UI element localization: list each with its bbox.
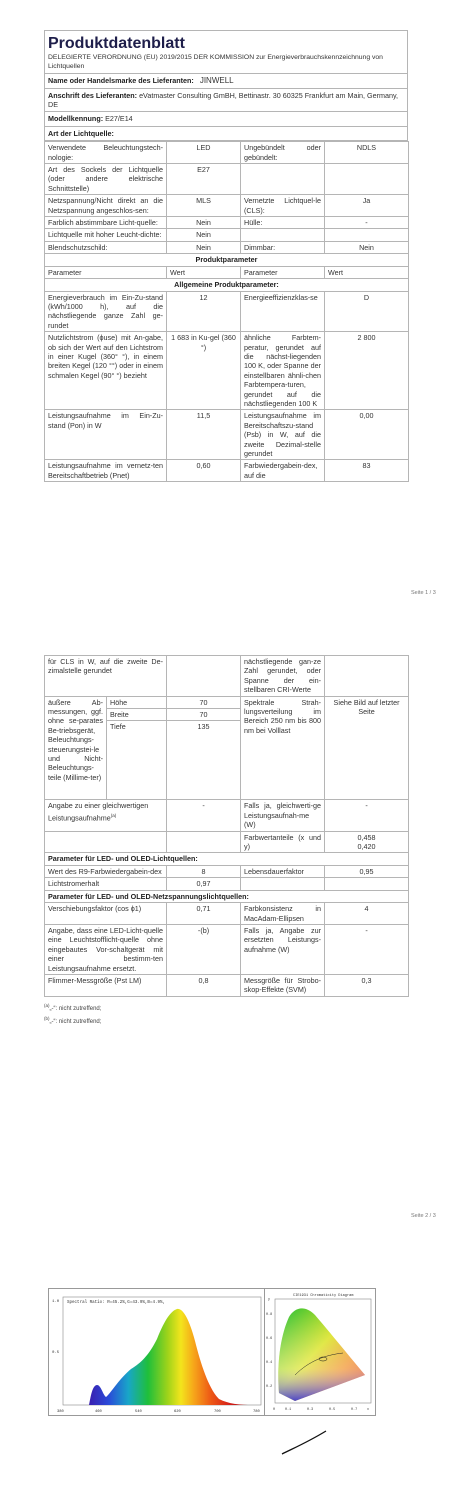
row-label: Farblich abstimmbare Licht-quelle: — [45, 217, 167, 229]
page-number: Seite 1 / 3 — [411, 590, 436, 596]
table-row — [45, 279, 409, 291]
table-row — [45, 903, 409, 925]
footnote-mark: (a) — [44, 1002, 50, 1008]
row-label: Dimmbar: — [241, 241, 325, 253]
param-value: 0,3 — [325, 974, 409, 996]
table-row — [45, 164, 409, 195]
param-label: Farbkonsistenz in MacAdam-Ellipsen — [241, 903, 325, 925]
col-header: Wert — [325, 266, 409, 278]
footnote-text: „-“: nicht zutreffend; — [49, 1018, 102, 1025]
param-label: ähnliche Farbtem-peratur, gerundet auf die nächst-liegenden 100 K, oder Spanne der einstellbaren ähnli-chen Farbtempera-turen, gerundet auf die nächstliegenden 100 K — [241, 332, 325, 410]
param-label: Lichtstromerhalt — [45, 878, 167, 890]
param-value: 8 — [167, 865, 241, 877]
param-value: 0,95 — [325, 865, 409, 877]
address-row — [44, 89, 408, 113]
table-row — [45, 656, 409, 697]
param-label — [45, 831, 167, 853]
row-label: Lichtquelle mit hoher Leucht-dichte: — [45, 229, 167, 241]
param-value: 1 683 in Ku-gel (360 °) — [167, 332, 241, 410]
col-header: Parameter — [241, 266, 325, 278]
param-value: 0,97 — [167, 878, 241, 890]
table-row — [45, 217, 409, 229]
brand-label: Name oder Handelsmarke des Lieferanten: — [48, 76, 194, 86]
model-label: Modellkennung: — [48, 114, 104, 124]
spectral-value: Siehe Bild auf letzter Seite — [325, 696, 409, 800]
param-label: Energieverbrauch im Ein-Zu-stand (kWh/1000 h), auf die nächstliegende ganze Zahl ge-rundet — [45, 291, 167, 332]
dim-value: 135 — [167, 721, 241, 800]
dim-value: 70 — [167, 709, 241, 721]
row-value: Nein — [167, 241, 241, 253]
led-params-header: Parameter für LED- und OLED-Lichtquellen: — [45, 853, 409, 865]
footnote-a — [44, 1001, 408, 1014]
dim-name: Höhe — [107, 696, 167, 708]
dim-name: Tiefe — [107, 721, 167, 800]
row-label: Netzspannung/Nicht direkt an die Netzspannung angeschlos-sen: — [45, 195, 167, 217]
y-tick: 1.0 — [52, 1300, 60, 1304]
chroma-value — [325, 831, 409, 853]
col-header: Wert — [167, 266, 241, 278]
param-value — [325, 656, 409, 697]
table-row — [45, 865, 409, 877]
param-label: Wert des R9-Farbwiedergabein-dex — [45, 865, 167, 877]
col-header: Parameter — [45, 266, 167, 278]
model-value: E27/E14 — [105, 114, 133, 124]
footnote-text: „-“: nicht zutreffend; — [49, 1005, 102, 1012]
product-params-header: Produktparameter — [45, 254, 409, 266]
param-label: Angabe, dass eine LED-Licht-quelle eine Leuchtstofflicht-quelle ohne eingebautes Vor-schaltgerät mit einer bestimm-ten Leistungsaufnahme ersetzt. — [45, 924, 167, 974]
model-row — [44, 112, 408, 126]
address-label: Anschrift des Lieferanten: — [48, 90, 138, 100]
row-label: Ungebündelt oder gebündelt: — [241, 142, 325, 164]
footnote-mark: (b) — [44, 1015, 50, 1021]
row-value: MLS — [167, 195, 241, 217]
x-tick: 0 — [273, 1408, 276, 1412]
table-row — [45, 266, 409, 278]
chroma-x: 0,458 — [357, 832, 376, 842]
chroma-label: Farbwertanteile (x und y) — [241, 831, 325, 853]
row-value: - — [325, 217, 409, 229]
table-row — [45, 696, 409, 708]
x-tick: 0.1 — [285, 1408, 292, 1412]
cie-svg — [265, 1289, 375, 1415]
param-label: Falls ja, gleichwerti-ge Leistungsaufnah-me (W) — [241, 800, 325, 831]
general-params-header: Allgemeine Produktparameter: — [45, 279, 409, 291]
param-label: Leistungsaufnahme im Bereitschaftszu-stand (Psb) in W, auf die zweite Dezimal-stelle gerundet — [241, 410, 325, 460]
row-value — [325, 164, 409, 195]
x-tick: 380 — [57, 1410, 64, 1414]
x-tick: 700 — [214, 1410, 221, 1414]
page-title: Produktdatenblatt — [48, 35, 185, 52]
table-row — [45, 974, 409, 996]
dimensions-label: äußere Ab-messungen, ggf. ohne se-parates Be-triebsgerät, Beleuchtungs-steuerungstei-le und Nicht-Beleuchtungs-teile (Millime-ter) — [45, 696, 107, 800]
page-number: Seite 2 / 3 — [411, 1213, 436, 1219]
table-row — [45, 229, 409, 241]
equiv-label: Angabe zu einer gleichwertigen Leistungsaufnahme — [48, 801, 149, 823]
row-value: Nein — [167, 229, 241, 241]
y-tick: 0.6 — [266, 1337, 273, 1341]
param-label — [241, 878, 325, 890]
row-value: Ja — [325, 195, 409, 217]
x-tick: 460 — [95, 1410, 102, 1414]
params-table-continued — [44, 655, 409, 997]
param-label: Leistungsaufnahme im vernetz-ten Bereitschaftbetrieb (Pnet) — [45, 460, 167, 482]
param-label: Farbwiedergabein-dex, auf die — [241, 460, 325, 482]
row-label: Hülle: — [241, 217, 325, 229]
param-label: Flimmer-Messgröße (Pst LM) — [45, 974, 167, 996]
page-1 — [44, 30, 408, 482]
x-tick: 540 — [135, 1410, 142, 1414]
x-tick: 0.7 — [351, 1408, 358, 1412]
type-header: Art der Lichtquelle: — [44, 127, 408, 141]
table-row — [45, 410, 409, 460]
table-row — [45, 332, 409, 410]
row-value: LED — [167, 142, 241, 164]
title-block — [44, 30, 408, 74]
table-row — [45, 800, 409, 831]
param-label: nächstliegende gan-ze Zahl gerundet, oder Spanne der ein-stellbaren CRI-Werte — [241, 656, 325, 697]
type-table — [44, 141, 409, 482]
row-value: Nein — [167, 217, 241, 229]
param-value: 2 800 — [325, 332, 409, 410]
address-value: eVatmaster Consulting GmBH, Bettinastr. 30 60325 Frankfurt am Main, Germany, DE — [48, 90, 399, 109]
x-tick: 780 — [253, 1410, 260, 1414]
row-label — [241, 164, 325, 195]
row-label: Vernetzte Lichtquel-le (CLS): — [241, 195, 325, 217]
y-tick: 0.8 — [266, 1313, 273, 1317]
spectrum-image — [48, 1288, 266, 1416]
param-value: -(b) — [167, 924, 241, 974]
row-label: Blendschutzschild: — [45, 241, 167, 253]
param-value: 0,00 — [325, 410, 409, 460]
mains-params-header: Parameter für LED- und OLED-Netzspannungslichtquellen: — [45, 890, 409, 902]
y-tick: 0.5 — [52, 1351, 60, 1355]
spectrum-svg — [49, 1289, 265, 1415]
table-row — [45, 853, 409, 865]
y-tick: y — [268, 1298, 271, 1302]
row-value: NDLS — [325, 142, 409, 164]
footnote-b — [44, 1014, 408, 1027]
footnotes — [44, 1001, 408, 1027]
param-label: Lebensdauerfaktor — [241, 865, 325, 877]
table-row — [45, 831, 409, 853]
table-row — [45, 924, 409, 974]
spectrum-title: Spectral Ratio: R=45.2%,G=43.9%,B=4.9%, — [67, 1301, 166, 1305]
param-label — [45, 800, 167, 831]
spectral-label: Spektrale Strah-lungsverteilung im Bereich 250 nm bis 800 nm bei Volllast — [241, 696, 325, 800]
row-value — [325, 229, 409, 241]
table-row — [45, 142, 409, 164]
dim-value: 70 — [167, 696, 241, 708]
param-label: Falls ja, Angabe zur ersetzten Leistungs-aufnahme (W) — [241, 924, 325, 974]
param-value: 11,5 — [167, 410, 241, 460]
param-value: 83 — [325, 460, 409, 482]
brand-row — [44, 74, 408, 88]
param-label: Nutzlichtstrom (ϕuse) mit An-gabe, ob sich der Wert auf den Lichtstrom in einer Kugel (360° °), in einem breiten Kegel (120 °°) oder in einem schmalen Kegel (90° °) bezieht — [45, 332, 167, 410]
table-row — [45, 195, 409, 217]
row-label — [241, 229, 325, 241]
param-label: für CLS in W, auf die zweite De-zimalstelle gerundet — [45, 656, 167, 697]
param-value: 12 — [167, 291, 241, 332]
table-row — [45, 291, 409, 332]
x-tick: 620 — [174, 1410, 181, 1414]
param-label: Messgröße für Strobo-skop-Effekte (SVM) — [241, 974, 325, 996]
y-tick: 0.4 — [266, 1361, 273, 1365]
param-label: Energieeffizienzklas-se — [241, 291, 325, 332]
param-value: 0,71 — [167, 903, 241, 925]
row-value: E27 — [167, 164, 241, 195]
param-value: 0,8 — [167, 974, 241, 996]
param-value: 4 — [325, 903, 409, 925]
param-label: Leistungsaufnahme im Ein-Zu-stand (Pon) in W — [45, 410, 167, 460]
param-value: - — [167, 800, 241, 831]
table-row — [45, 254, 409, 266]
table-row — [45, 241, 409, 253]
param-value — [167, 831, 241, 853]
table-row — [45, 878, 409, 890]
row-value: Nein — [325, 241, 409, 253]
cie-diagram-image — [264, 1288, 376, 1416]
table-row — [45, 890, 409, 902]
cie-title: CIE1931 Chromaticity Diagram — [293, 1294, 354, 1298]
brand-value: JINWELL — [199, 76, 234, 86]
dim-name: Breite — [107, 709, 167, 721]
footnote-mark: (a) — [110, 812, 117, 818]
param-value — [167, 656, 241, 697]
page-2 — [44, 655, 408, 1027]
param-label: Verschiebungsfaktor (cos ϕ1) — [45, 903, 167, 925]
param-value — [325, 878, 409, 890]
y-tick: 0.2 — [266, 1385, 273, 1389]
param-value: 0,60 — [167, 460, 241, 482]
x-tick: 0.3 — [307, 1408, 314, 1412]
param-value: D — [325, 291, 409, 332]
chroma-y: 0,420 — [357, 842, 376, 852]
row-label: Verwendete Beleuchtungstech-nologie: — [45, 142, 167, 164]
param-value: - — [325, 800, 409, 831]
table-row — [45, 460, 409, 482]
row-label: Art des Sockels der Lichtquelle (oder andere elektrische Schnittstelle) — [45, 164, 167, 195]
param-value: - — [325, 924, 409, 974]
x-tick: 0.5 — [329, 1408, 336, 1412]
regulation-text: DELEGIERTE VERORDNUNG (EU) 2019/2015 DER KOMMISSION zur Energieverbrauchskennzeichnung von Lichtquellen — [48, 54, 383, 70]
signature-stroke — [278, 1428, 330, 1458]
x-tick: x — [367, 1408, 370, 1412]
